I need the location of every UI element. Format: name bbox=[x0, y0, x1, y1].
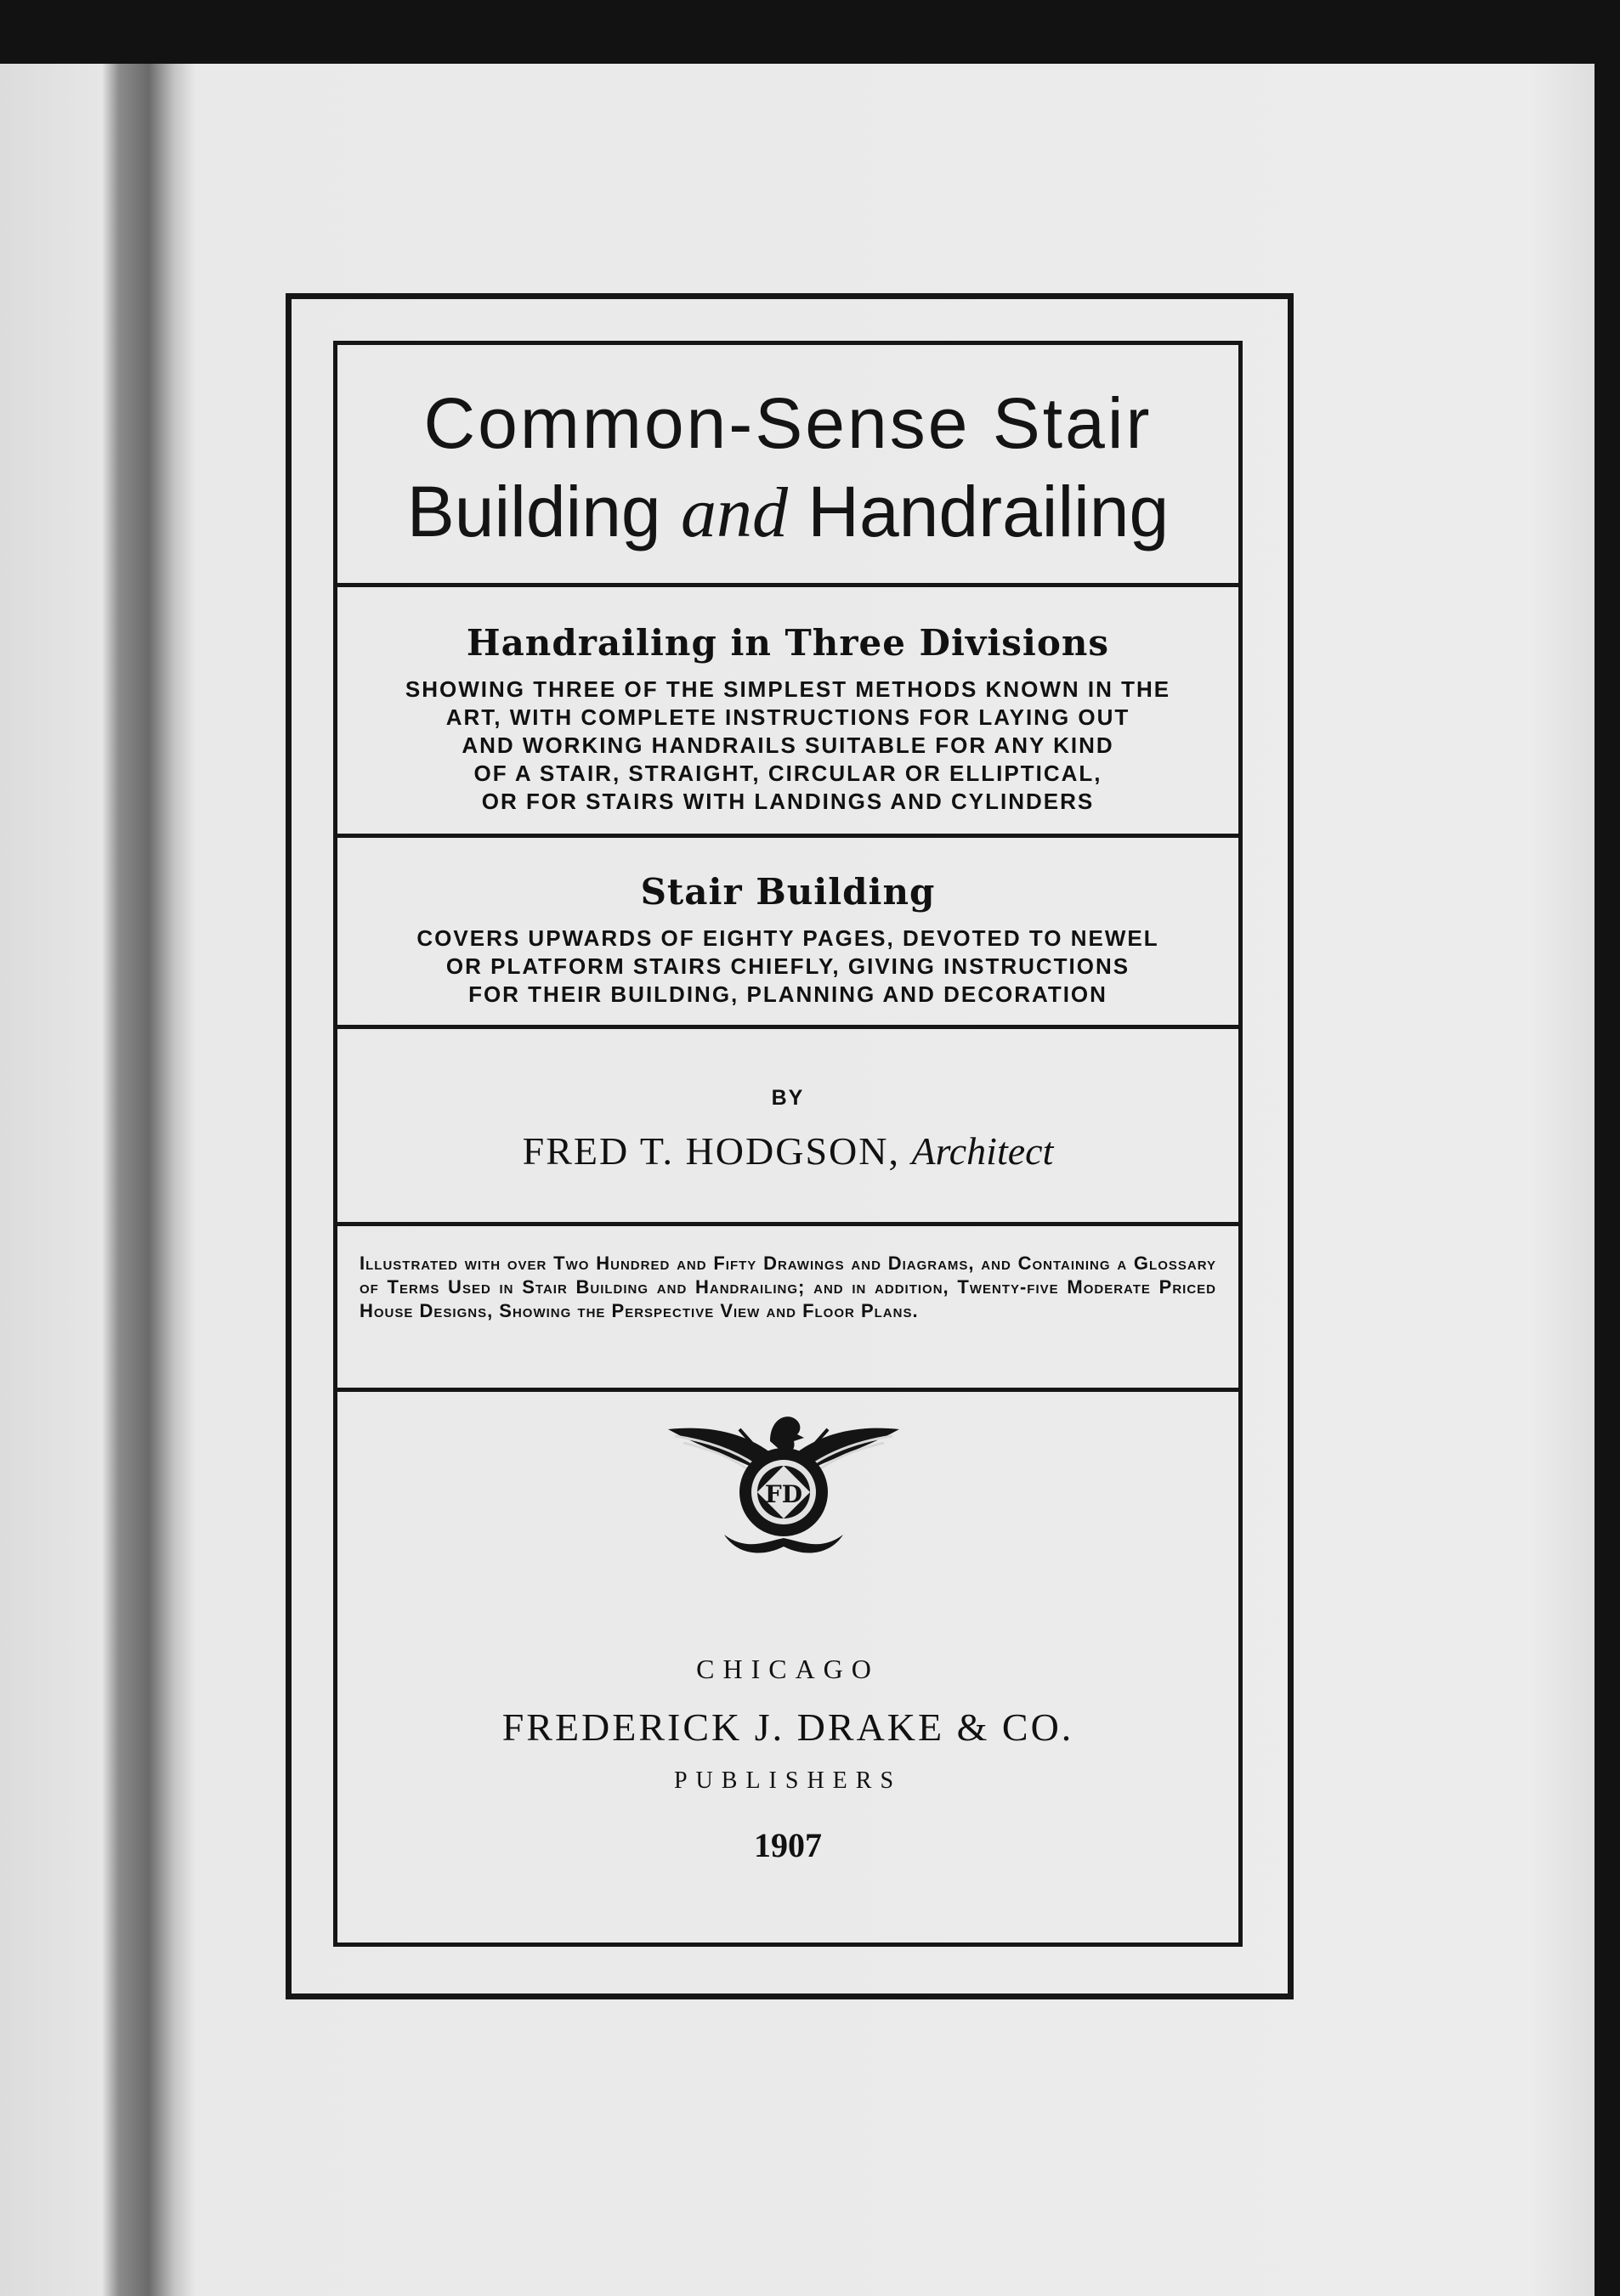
book-title-panel bbox=[337, 345, 1238, 587]
author-line bbox=[337, 1128, 1238, 1175]
handrailing-panel bbox=[337, 587, 1238, 838]
by-label: BY bbox=[771, 1086, 805, 1110]
stair-building-panel bbox=[337, 838, 1238, 1029]
handrailing-line-3: AND WORKING HANDRAILS SUITABLE FOR ANY KIND bbox=[462, 732, 1114, 758]
book-title-line-2 bbox=[337, 467, 1238, 557]
publisher-panel bbox=[337, 1392, 1238, 1943]
handrailing-line-4: OF A STAIR, STRAIGHT, CIRCULAR OR ELLIPTICAL, bbox=[473, 761, 1102, 786]
publisher-name: FREDERICK J. DRAKE & CO. bbox=[501, 1705, 1074, 1749]
author-role: Architect bbox=[911, 1129, 1054, 1173]
handrailing-line-5: OR FOR STAIRS WITH LANDINGS AND CYLINDERS bbox=[481, 789, 1095, 814]
publisher-role: PUBLISHERS bbox=[673, 1767, 903, 1794]
publication-year: 1907 bbox=[754, 1826, 822, 1864]
illustrated-note: Illustrated with over Two Hundred and Fifty Drawings and Diagrams, and Containing a Glossary of Terms Used in Stair Building and Handrailing; and in addition, Twenty-five Moderate Priced House Designs, Showing the Perspective View and Floor Plans. bbox=[337, 1226, 1238, 1392]
title-handrailing: Handrailing bbox=[787, 472, 1170, 551]
stair-building-line-1: COVERS UPWARDS OF EIGHTY PAGES, DEVOTED TO NEWEL bbox=[416, 925, 1159, 951]
book-title-line-1: Common-Sense Stair bbox=[423, 383, 1153, 463]
stair-building-line-2: OR PLATFORM STAIRS CHIEFLY, GIVING INSTRUCTIONS bbox=[445, 953, 1130, 979]
author-panel bbox=[337, 1029, 1238, 1226]
handrailing-line-2: ART, WITH COMPLETE INSTRUCTIONS FOR LAYING OUT bbox=[445, 704, 1130, 730]
handrailing-line-1: SHOWING THREE OF THE SIMPLEST METHODS KNOWN IN THE bbox=[405, 676, 1171, 702]
handrailing-heading: Handrailing in Three Divisions bbox=[466, 622, 1110, 664]
stair-building-line-3: FOR THEIR BUILDING, PLANNING AND DECORATION bbox=[468, 981, 1107, 1007]
title-building: Building bbox=[406, 472, 681, 551]
author-name: FRED T. HODGSON, bbox=[522, 1129, 900, 1173]
title-page-frame bbox=[333, 341, 1243, 1947]
emblem-monogram: FD bbox=[764, 1480, 803, 1508]
stair-building-heading: Stair Building bbox=[640, 871, 936, 913]
eagle-emblem-icon bbox=[665, 1411, 903, 1559]
publisher-city: CHICAGO bbox=[696, 1654, 880, 1684]
title-and: and bbox=[680, 473, 788, 552]
